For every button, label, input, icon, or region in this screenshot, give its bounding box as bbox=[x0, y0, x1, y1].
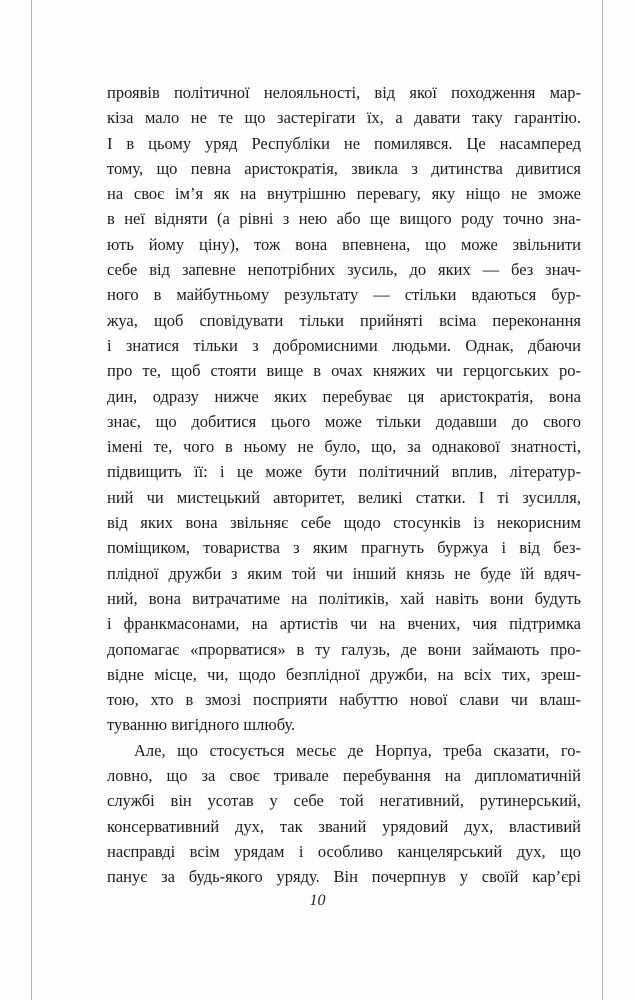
text-line: плідної дружби з яким той чи інший князь не буде їй вдяч- bbox=[107, 563, 581, 583]
text-block bbox=[107, 80, 581, 890]
text-line: про те, щоб стояти вище в очах княжих чи герцогських ро- bbox=[107, 361, 581, 381]
text-line: відне місце, чи, щодо безплідної дружби, на всіх тих, зреш- bbox=[107, 664, 581, 684]
text-line: від яких вона звільняє себе щодо стосунків із некорисним bbox=[107, 513, 581, 533]
text-line: проявів політичної нелояльності, від якої походження мар- bbox=[107, 83, 581, 102]
text-line: панує за будь-якого уряду. Він почерпнув у своїй кар’єрі bbox=[107, 867, 581, 887]
text-line: допомагає «прорватися» в ту галузь, де вони займають про- bbox=[107, 639, 581, 659]
text-line: поміщиком, товариства з яким прагнуть буржуа і від без- bbox=[107, 538, 581, 558]
text-line: тою, хто в змозі посприяти набуттю нової слави чи влаш- bbox=[107, 690, 581, 710]
text-line: і знатися тільки з добромисними людьми. Однак, дбаючи bbox=[107, 335, 581, 355]
text-line: дин, одразу нижче яких перебуває ця аристократія, вона bbox=[107, 386, 581, 406]
page-number: 10 bbox=[309, 892, 326, 909]
text-line: насправді всім урядам і особливо канцелярський дух, що bbox=[107, 841, 581, 861]
text-line: жуа, щоб сповідувати тільки прийняті всіма переконання bbox=[107, 310, 581, 330]
text-line: і франкмасонами, на артистів чи на вчених, чия підтримка bbox=[107, 614, 581, 634]
text-line: імені те, чого в ньому не було, що, за однакової знатності, bbox=[107, 437, 581, 457]
text-line: ловно, що за своє тривале перебування на дипломатичній bbox=[107, 766, 581, 786]
text-line: І в цьому уряд Республіки не помилявся. Це насамперед bbox=[107, 133, 581, 153]
text-line: службі він усотав у себе той негативний, рутинерський, bbox=[107, 791, 581, 811]
text-line: тому, що певна аристократія, звикла з дитинства дивитися bbox=[107, 158, 581, 178]
paragraph bbox=[107, 738, 581, 890]
text-line: ний чи мистецький авторитет, великі статки. І ті зусилля, bbox=[107, 487, 581, 507]
text-line: в неї відняти (а рівні з нею або ще вищого роду точно зна- bbox=[107, 209, 581, 229]
text-line: ного в майбутньому результату — стільки вдаються бур- bbox=[107, 285, 581, 305]
text-line: себе від запевне непотрібних зусиль, до яких — без знач- bbox=[107, 260, 581, 280]
text-line: підвищить її: і це може бути політичний вплив, літератур- bbox=[107, 462, 581, 482]
text-line: ний, вона витрачатиме на політиків, хай навіть вони будуть bbox=[107, 588, 581, 608]
text-line: консервативний дух, так званий урядовий дух, властивий bbox=[107, 816, 581, 836]
text-line: кіза мало не те що застерігати їх, а давати таку гарантію. bbox=[107, 108, 581, 128]
page-edge-left-line bbox=[31, 0, 32, 1000]
text-line: Але, що стосується месьє де Норпуа, треба сказати, го- bbox=[134, 740, 581, 760]
page-edge-right-line bbox=[602, 0, 603, 1000]
text-line: туванню вигідного шлюбу. bbox=[107, 715, 296, 735]
text-line: на своє ім’я як на внутрішню перевагу, яку ніщо не зможе bbox=[107, 184, 581, 204]
text-line: ють йому ціну), тож вона впевнена, що може звільнити bbox=[107, 234, 581, 254]
paragraph bbox=[107, 80, 581, 738]
text-line: знає, що добитися цього може тільки додавши до свого bbox=[107, 411, 581, 431]
